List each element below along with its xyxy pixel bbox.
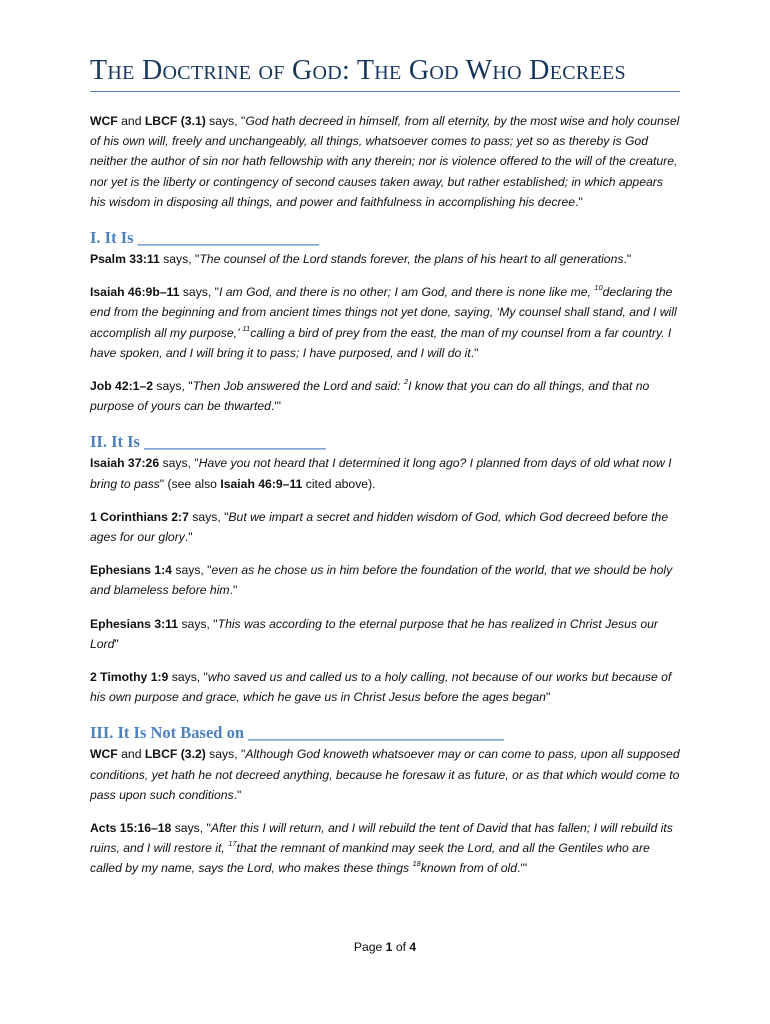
verse-number: 10: [594, 283, 603, 293]
intro-paragraph: [90, 111, 680, 212]
verse-number: 2: [403, 377, 409, 387]
quote-text: who saved us and called us to a holy calling, not because of our works but because of his own purpose and grace, which he gave us in Christ Jesus before the ages began: [90, 670, 672, 705]
scripture-ref: Ephesians 1:4: [90, 563, 172, 578]
page-number: 1: [385, 940, 393, 954]
close-quote: .": [470, 345, 479, 360]
close-quote: ": [545, 690, 551, 705]
says-text: says, ": [205, 114, 246, 128]
scripture-ref: Isaiah 46:9–11: [220, 476, 303, 491]
scripture-ref: 2 Timothy 1:9: [90, 670, 169, 685]
ref-wcf: WCF: [90, 747, 118, 762]
quote-text: Then Job answered the Lord and said:: [192, 379, 404, 394]
timothy-paragraph: [90, 667, 680, 707]
job-42-paragraph: [90, 376, 680, 416]
scripture-ref: Isaiah 37:26: [90, 456, 160, 471]
section-1-heading: I. It Is ______________________: [90, 228, 320, 248]
says-text: says, ": [178, 616, 218, 631]
scripture-ref: Isaiah 46:9b–11: [90, 285, 180, 300]
section-3-heading: III. It Is Not Based on _______________________________: [90, 723, 504, 743]
says-text: says, ": [171, 821, 211, 836]
ref-lbcf: LBCF (3.1): [144, 114, 206, 128]
isaiah-37-paragraph: [90, 453, 680, 493]
says-text: says, ": [159, 252, 200, 267]
quote-text: declaring the end from the beginning and from ancient times things not yet done, saying, ‘My counsel shall stand, and I will accomplish all my purpose,’: [90, 285, 677, 340]
quote-text: known from of old: [420, 861, 517, 876]
close-quote: .": [623, 252, 632, 267]
ref-wcf: WCF: [90, 114, 118, 128]
ephesians-1-4-paragraph: [90, 560, 680, 600]
says-text: says, ": [188, 509, 229, 524]
connector-text: cited above).: [302, 476, 376, 491]
quote-text: The counsel of the Lord stands forever, the plans of his heart to all generations: [199, 252, 624, 267]
page-of: of: [392, 940, 410, 954]
connector-text: and: [117, 114, 145, 128]
close-quote: .": [233, 787, 242, 802]
says-text: says, ": [205, 747, 246, 762]
close-quote: .": [575, 194, 583, 209]
quote-text: Although God knoweth whatsoever may or can come to pass, upon all supposed conditions, yet hath he not decreed anything, because he foresaw it as future, or as that which would come to pass upon such conditions: [90, 747, 680, 802]
ephesians-3-11-paragraph: [90, 614, 680, 654]
says-text: says, ": [153, 379, 193, 394]
close-quote: .": [184, 530, 193, 545]
page-label: Page: [353, 940, 386, 954]
quote-text: After this I will return, and I will rebuild the tent of David that has fallen; I will rebuild its ruins, and I will restore it,: [90, 821, 673, 856]
close-quote: .": [229, 583, 238, 598]
close-quote: .'": [517, 861, 528, 876]
close-quote: .'": [270, 399, 281, 414]
quote-text: This was according to the eternal purpose that he has realized in Christ Jesus our Lord: [90, 616, 658, 651]
page-title: The Doctrine of God: The God Who Decrees: [90, 0, 680, 92]
page-footer: [0, 940, 770, 954]
ref-lbcf: LBCF (3.2): [144, 747, 206, 762]
quote-text: Have you not heard that I determined it long ago? I planned from days of old what now I bring to pass: [90, 456, 672, 491]
quote-text: I know that you can do all things, and that no purpose of yours can be thwarted: [90, 379, 650, 414]
says-text: says, ": [179, 285, 219, 300]
quote-text: God hath decreed in himself, from all eternity, by the most wise and holy counsel of his own will, freely and unchangeably, all things, whatsoever comes to pass; yet so as thereby is God neither the author of sin nor hath fellowship with any therein; nor is violence offered to the will of the creature, nor yet is the liberty or contingency of second causes taken away, but rather established; in which appears his wisdom in disposing all things, and power and faithfulness in accomplishing his decree: [90, 114, 680, 209]
quote-text: I am God, and there is no other; I am God, and there is none like me,: [218, 285, 595, 300]
scripture-ref: Psalm 33:11: [90, 252, 160, 267]
says-text: says, ": [168, 670, 208, 685]
wcf-3-2-paragraph: [90, 744, 680, 805]
quote-text: even as he chose us in him before the foundation of the world, that we should be holy and blameless before him: [90, 563, 673, 598]
says-text: says, ": [171, 563, 212, 578]
corinthians-paragraph: [90, 507, 680, 547]
quote-text: calling a bird of prey from the east, the man of my counsel from a far country. I have spoken, and I will bring it to pass; I have purposed, and I will do it: [90, 325, 672, 360]
section-2-heading: II. It Is ______________________: [90, 432, 326, 452]
connector-text: " (see also: [159, 476, 221, 491]
psalm-33-11-paragraph: [90, 249, 680, 269]
close-quote: ": [114, 636, 119, 651]
scripture-ref: Ephesians 3:11: [90, 616, 179, 631]
scripture-ref: 1 Corinthians 2:7: [90, 509, 189, 524]
quote-text: that the remnant of mankind may seek the Lord, and all the Gentiles who are called by my name, says the Lord, who makes these things: [90, 841, 650, 876]
isaiah-46-paragraph: [90, 282, 680, 363]
scripture-ref: Job 42:1–2: [90, 379, 154, 394]
connector-text: and: [117, 747, 145, 762]
says-text: says, ": [159, 456, 199, 471]
verse-number: 17: [228, 839, 237, 849]
verse-number: 11: [242, 323, 251, 333]
acts-15-paragraph: [90, 818, 680, 879]
page-total: 4: [409, 940, 417, 954]
quote-text: But we impart a secret and hidden wisdom of God, which God decreed before the ages for our glory: [90, 509, 669, 545]
verse-number: 18: [412, 859, 421, 869]
scripture-ref: Acts 15:16–18: [90, 821, 172, 836]
